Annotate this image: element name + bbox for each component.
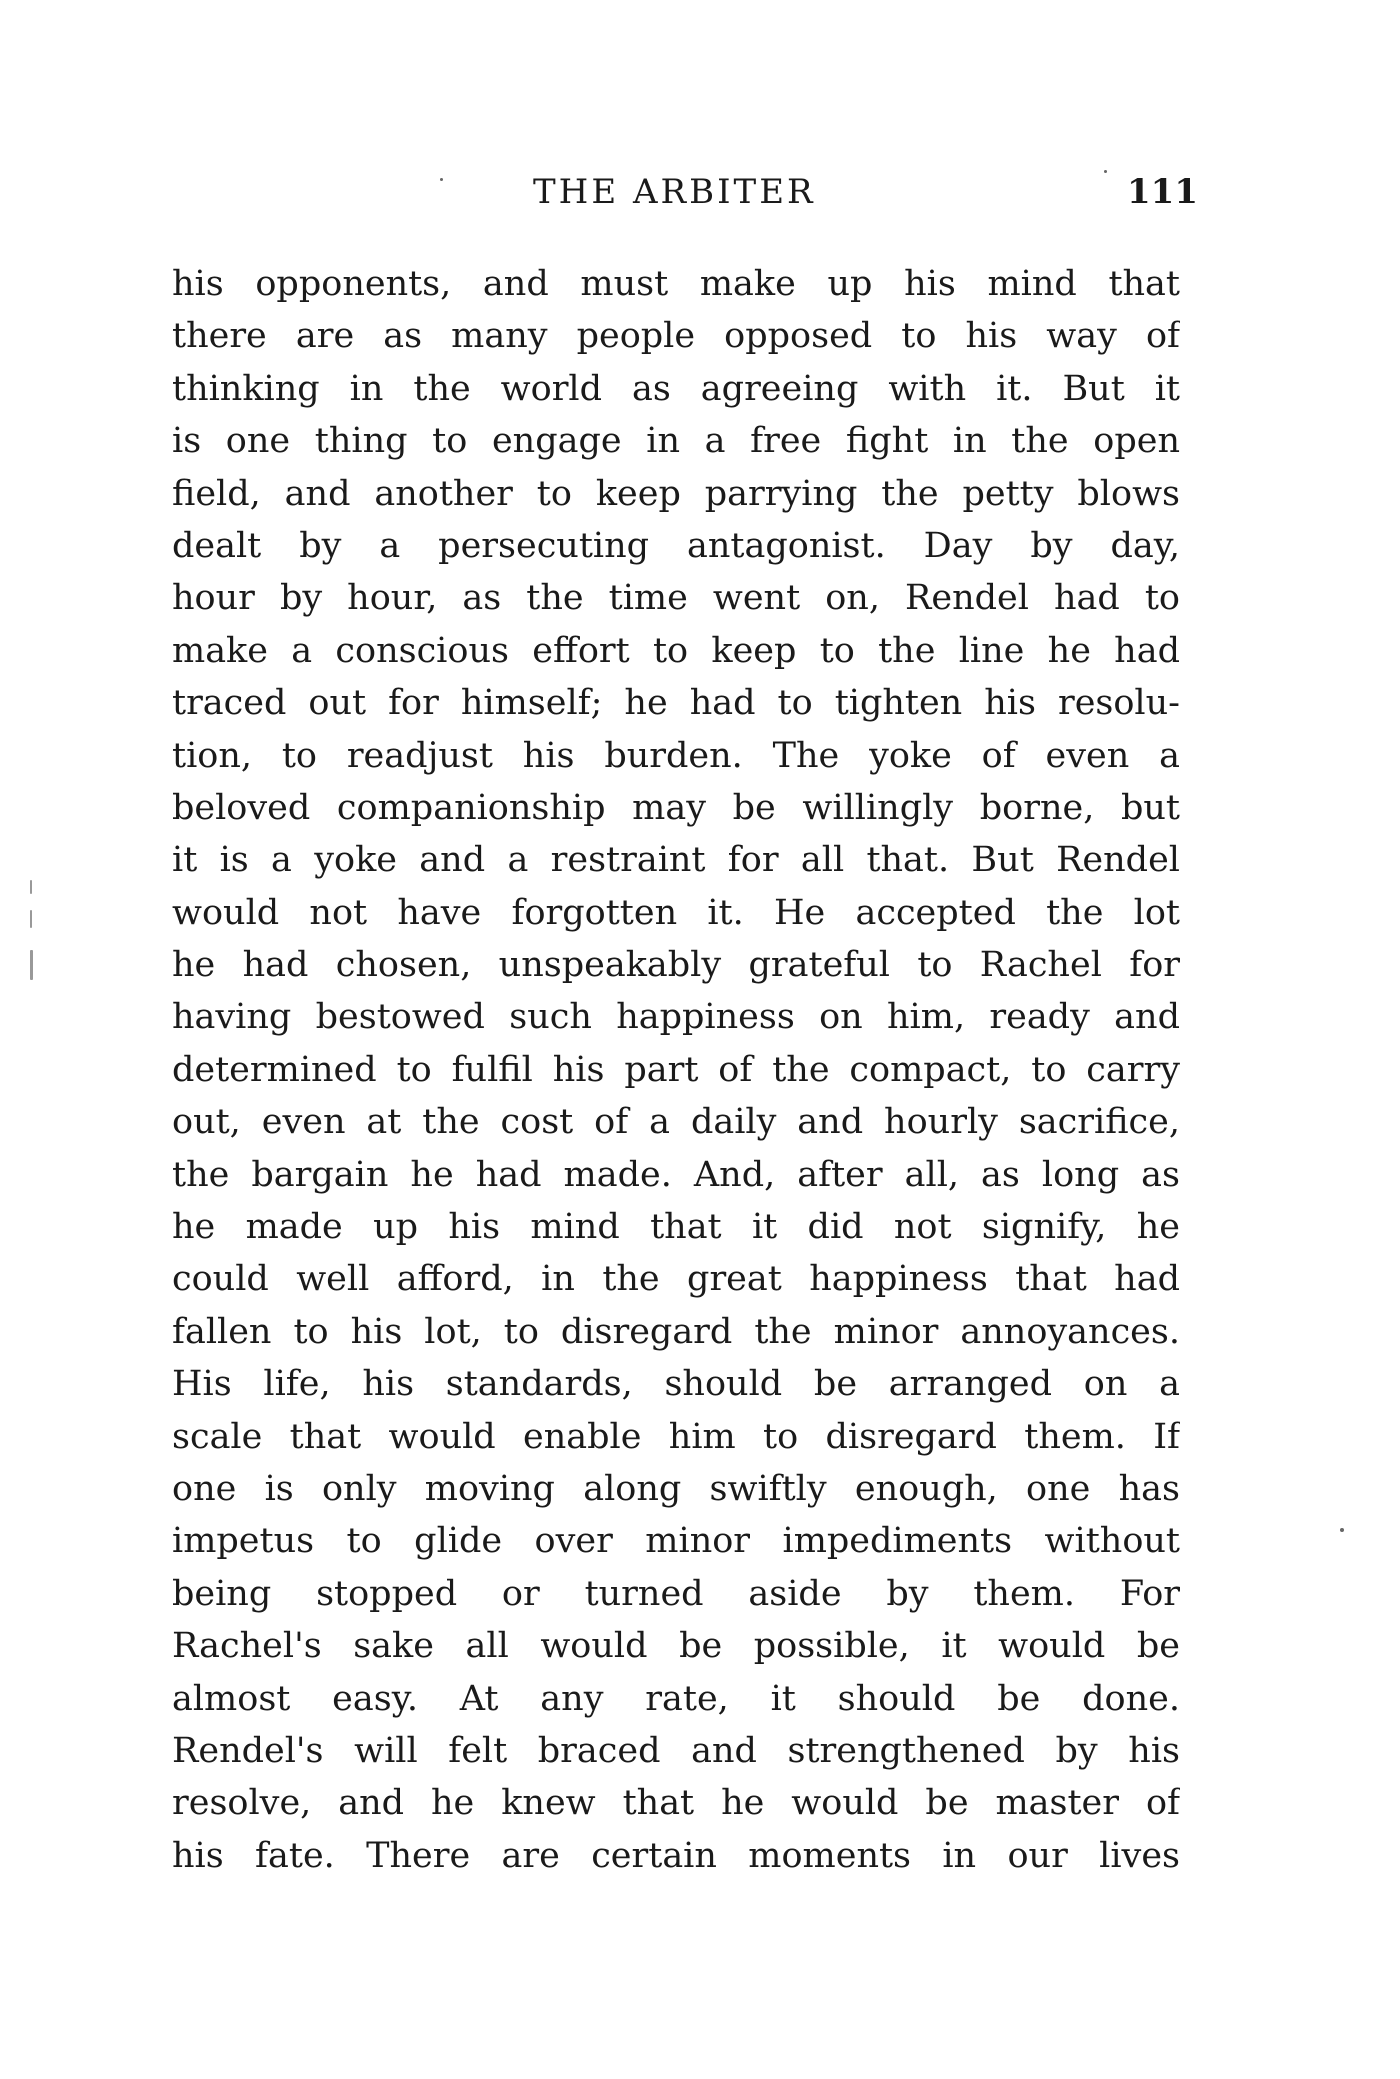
text-line: tion, to readjust his burden. The yoke of even a <box>172 735 1180 776</box>
text-line: out, even at the cost of a daily and hourly sacrifice, <box>172 1102 1180 1143</box>
text-line: it is a yoke and a restraint for all that. But Rendel <box>172 840 1180 881</box>
scan-speck <box>30 950 33 980</box>
text-line: impetus to glide over minor impediments without <box>172 1521 1180 1562</box>
scan-speck <box>30 910 32 928</box>
text-line: he had chosen, unspeakably grateful to Rachel for <box>172 945 1180 986</box>
running-head <box>0 172 1400 232</box>
text-line: Rachel's sake all would be possible, it would be <box>172 1626 1180 1667</box>
scan-speck <box>440 178 443 181</box>
scan-speck <box>30 880 32 894</box>
text-line: dealt by a persecuting antagonist. Day by day, <box>172 525 1180 566</box>
scan-speck <box>1340 1528 1344 1532</box>
text-line: having bestowed such happiness on him, ready and <box>172 997 1180 1038</box>
text-line: there are as many people opposed to his way of <box>172 316 1180 357</box>
text-line: fallen to his lot, to disregard the minor annoyances. <box>172 1311 1180 1352</box>
text-line: beloved companionship may be willingly borne, but <box>172 787 1180 828</box>
text-line: traced out for himself; he had to tighten his resolu- <box>172 683 1180 724</box>
text-line: his fate. There are certain moments in our lives <box>172 1835 1180 1876</box>
text-line: determined to fulfil his part of the compact, to carry <box>172 1049 1180 1090</box>
text-line: could well afford, in the great happiness that had <box>172 1259 1180 1300</box>
text-line: he made up his mind that it did not signify, he <box>172 1207 1180 1248</box>
text-line: field, and another to keep parrying the petty blows <box>172 473 1180 514</box>
text-line: scale that would enable him to disregard them. If <box>172 1416 1180 1457</box>
text-line: His life, his standards, should be arranged on a <box>172 1364 1180 1405</box>
scan-speck <box>1104 170 1107 173</box>
text-line: almost easy. At any rate, it should be done. <box>172 1678 1180 1719</box>
text-line: Rendel's will felt braced and strengthened by his <box>172 1730 1180 1771</box>
text-line: make a conscious effort to keep to the line he had <box>172 630 1180 671</box>
text-line: his opponents, and must make up his mind that <box>172 264 1180 304</box>
text-line: thinking in the world as agreeing with it. But it <box>172 368 1180 409</box>
text-line: resolve, and he knew that he would be master of <box>172 1783 1180 1824</box>
text-line: is one thing to engage in a free fight in the open <box>172 421 1180 462</box>
text-line: being stopped or turned aside by them. For <box>172 1573 1180 1614</box>
text-line: the bargain he had made. And, after all, as long as <box>172 1154 1180 1195</box>
running-title: THE ARBITER <box>533 172 816 212</box>
page-number: 111 <box>1127 172 1198 212</box>
text-line: one is only moving along swiftly enough, one has <box>172 1468 1180 1509</box>
text-line: hour by hour, as the time went on, Rendel had to <box>172 578 1180 619</box>
body-text <box>172 258 1180 1882</box>
text-line: would not have forgotten it. He accepted the lot <box>172 892 1180 933</box>
